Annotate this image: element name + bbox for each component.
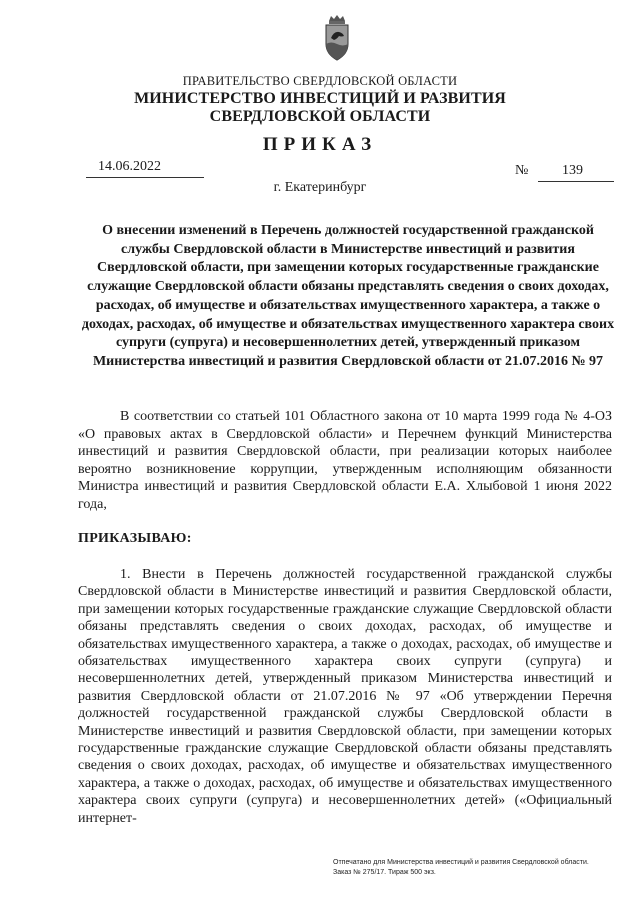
document-type: ПРИКАЗ bbox=[262, 134, 378, 155]
document-city: г. Екатеринбург bbox=[273, 180, 367, 195]
print-footer-line-1: Отпечатано для Министерства инвестиций и развития Свердловской области. bbox=[333, 859, 589, 866]
ministry-name-line-1: МИНИСТЕРСТВО ИНВЕСТИЦИЙ И РАЗВИТИЯ bbox=[134, 90, 506, 107]
document-date: 14.06.2022 bbox=[98, 159, 161, 174]
document-number: 139 bbox=[562, 163, 583, 178]
number-sign: № bbox=[515, 163, 529, 178]
date-underline bbox=[86, 177, 204, 178]
government-name: ПРАВИТЕЛЬСТВО СВЕРДЛОВСКОЙ ОБЛАСТИ bbox=[182, 74, 458, 88]
ministry-name-line-2: СВЕРДЛОВСКОЙ ОБЛАСТИ bbox=[209, 108, 431, 125]
sverdlovsk-coat-of-arms-icon bbox=[322, 14, 352, 62]
preamble-paragraph: В соответствии со статьей 101 Областного закона от 10 марта 1999 года № 4-ОЗ «О правовых актах в Свердловской области» и Перечнем функций Министерства инвестиций и развития Свердловской области, при реализации которых наиболее вероятно возникновение коррупции, утвержденным исполняющим обязанности Министра инвестиций и развития Свердловской области Е.А. Хлыбовой 1 июня 2022 года, bbox=[78, 409, 612, 512]
print-footer bbox=[333, 858, 589, 878]
document-title: О внесении изменений в Перечень должностей государственной гражданской службы Свердловской области в Министерстве инвестиций и развития Свердловской области, при замещении которых государственные гражданские служащие Свердловской области обязаны представлять сведения о своих доходах, расходах, об имуществе и обязательствах имущественного характера, а также о доходах, расходах, об имуществе и обязательствах имущественного характера своих супруги (супруга) и несовершеннолетних детей, утвержденный приказом Министерства инвестиций и развития Свердловской области от 21.07.2016 № 97 bbox=[81, 223, 615, 369]
print-footer-line-2: Заказ № 275/17. Тираж 500 экз. bbox=[333, 869, 436, 876]
order-item-1: 1. Внести в Перечень должностей государственной гражданской службы Свердловской области в Министерстве инвестиций и развития Свердловской области, при замещении которых государственные гражданские служащие Свердловской области обязаны представлять сведения о своих доходах, расходах, об имуществе и обязательствах имущественного характера, а также о доходах, расходах, об имуществе и обязательствах имущественного характера своих супруги (супруга) и несовершеннолетних детей, утвержденный приказом Министерства инвестиций и развития Свердловской области от 21.07.2016 № 97 «Об утверждении Перечня должностей государственной гражданской службы Свердловской области в Министерстве инвестиций и развития Свердловской области, при замещении которых государственные гражданские служащие Свердловской области обязаны представлять сведения о своих доходах, расходах, об имуществе и обязательствах имущественного характера, а также о доходах, расходах, об имуществе и обязательствах имущественного характера своих супруги (супруга) и несовершеннолетних детей» («Официальный интернет- bbox=[78, 567, 612, 826]
order-directive: ПРИКАЗЫВАЮ: bbox=[78, 531, 192, 546]
